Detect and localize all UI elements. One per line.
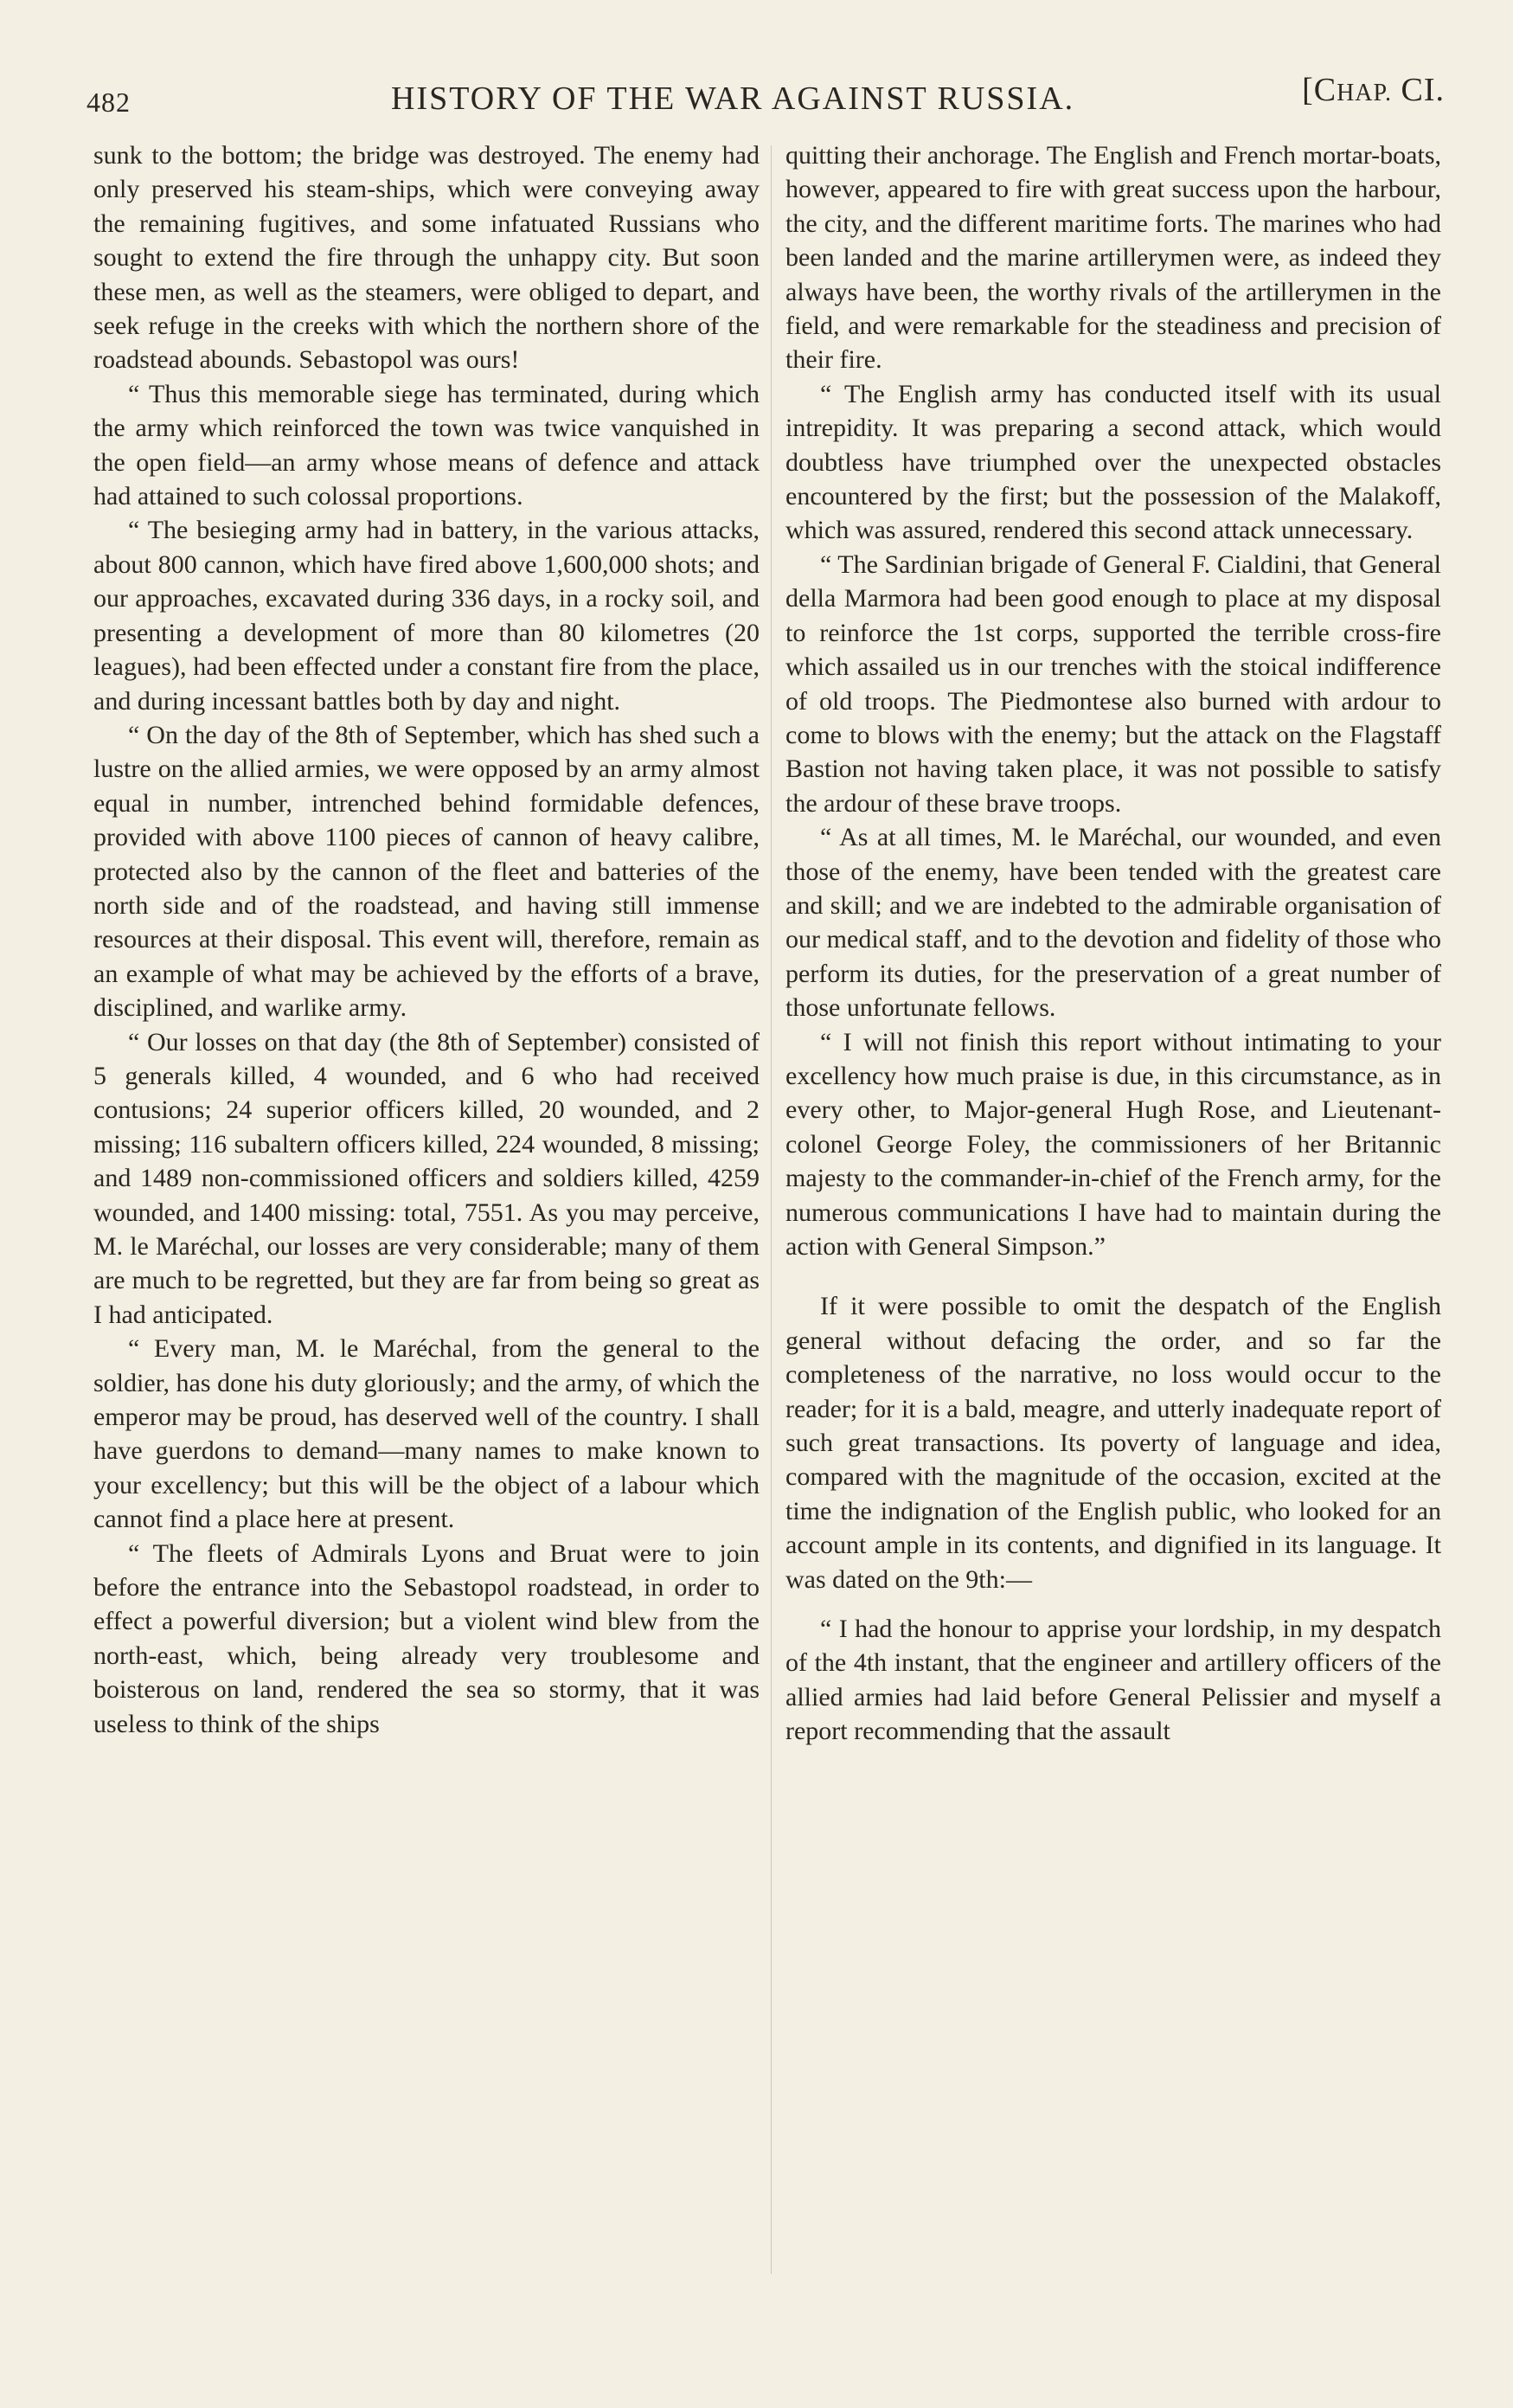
paragraph: “ I will not finish this report without intimating to your excellency how much praise is due, in this circumstance, as in every other, to Major-general Hugh Rose, and Lieutenant-colonel George Foley, the commissioners of her Britannic majesty to the commander-in-chief of the French army, for the numerous communications I have had to maintain during the action with General Simpson.” (785, 1027, 1441, 1261)
chapter-small: HAP. (1337, 80, 1392, 106)
chapter-number: CI. (1392, 72, 1445, 108)
column-divider (771, 145, 772, 2274)
running-title: HISTORY OF THE WAR AGAINST RUSSIA. (391, 80, 1075, 117)
left-column (93, 138, 760, 1741)
page-header (87, 71, 1445, 123)
paragraph: “ Thus this memorable siege has terminated, during which the army which reinforced the town was twice vanquished in the open field—an army whose means of defence and attack had attained to such colossal proportions. (93, 379, 760, 511)
paragraph: “ As at all times, M. le Maréchal, our wounded, and even those of the enemy, have been tended with the greatest care and skill; and we are indebted to the admirable organisation of our medical staff, and to the devotion and fidelity of those who perform its duties, for the preservation of a great number of those unfortunate fellows. (785, 823, 1441, 1023)
paragraph: If it were possible to omit the despatch of the English general without defacing the order, and so far the completeness of the narrative, no loss would occur to the reader; for it is a bald, meagre, and utterly inadequate report of such great transactions. Its poverty of language and idea, compared with the magnitude of the occasion, excited at the time the indignation of the English public, who looked for an account ample in its contents, and dignified in its language. It was dated on the 9th:— (785, 1292, 1441, 1594)
paragraph: “ I had the honour to apprise your lordship, in my despatch of the 4th instant, that the engineer and artillery officers of the allied armies had laid before General Pelissier and myself a report recommending that the assault (785, 1615, 1441, 1746)
page-number: 482 (87, 87, 131, 118)
paragraph: “ Every man, M. le Maréchal, from the general to the soldier, has done his duty gloriously; and the army, of which the emperor may be proud, has deserved well of the country. I shall have guerdons to demand—many names to make known to your excellency; but this will be the object of a labour which cannot find a place here at present. (93, 1334, 760, 1534)
paragraph: quitting their anchorage. The English and French mortar-boats, however, appeared to fire with great success upon the harbour, the city, and the different maritime forts. The marines who had been landed and the marine artillerymen were, as indeed they always have been, the worthy rivals of the artillerymen in the field, and were remarkable for the steadiness and precision of their fire. (785, 141, 1441, 375)
paragraph: “ Our losses on that day (the 8th of September) consisted of 5 generals killed, 4 wounded, and 6 who had received contusions; 24 superior officers killed, 20 wounded, and 2 missing; 116 subaltern officers killed, 224 wounded, 8 missing; and 1489 non-commissioned officers and soldiers killed, 4259 wounded, and 1400 missing: total, 7551. As you may perceive, M. le Maréchal, our losses are very considerable; many of them are much to be regretted, but they are far from being so great as I had anticipated. (93, 1027, 760, 1329)
right-column (785, 138, 1441, 1749)
paragraph: “ On the day of the 8th of September, which has shed such a lustre on the allied armies, we were opposed by an army almost equal in number, intrenched behind formidable defences, provided with above 1100 pieces of cannon of heavy calibre, protected also by the cannon of the fleet and batteries of the north side and of the roadstead, and having still immense resources at their disposal. This event will, therefore, remain as an example of what may be achieved by the efforts of a brave, disciplined, and warlike army. (93, 720, 760, 1023)
paragraph: “ The Sardinian brigade of General F. Cialdini, that General della Marmora had been good enough to place at my disposal to reinforce the 1st corps, supported the terrible cross-fire which assailed us in our trenches with the stoical indifference of old troops. The Piedmontese also burned with ardour to come to blows with the enemy; but the attack on the Flagstaff Bastion not having taken place, it was not possible to satisfy the ardour of these brave troops. (785, 549, 1441, 818)
chapter-open: [C (1302, 72, 1337, 108)
paragraph: “ The besieging army had in battery, in the various attacks, about 800 cannon, which have fired above 1,600,000 shots; and our approaches, excavated during 336 days, in a rocky soil, and presenting a development of more than 80 kilometres (20 leagues), had been effected under a constant fire from the place, and during incessant battles both by day and night. (93, 516, 760, 716)
paragraph: sunk to the bottom; the bridge was destroyed. The enemy had only preserved his steam-ships, which were conveying away the remaining fugitives, and some infatuated Russians who sought to extend the fire through the unhappy city. But soon these men, as well as the steamers, were obliged to depart, and seek refuge in the creeks with which the northern shore of the roadstead abounds. Sebastopol was ours! (93, 141, 760, 375)
chapter-marker (1302, 71, 1445, 109)
paragraph: “ The English army has conducted itself with its usual intrepidity. It was preparing a second attack, which would doubtless have triumphed over the unexpected obstacles encountered by the first; but the possession of the Malakoff, which was assured, rendered this second attack unnecessary. (785, 379, 1441, 545)
paragraph: “ The fleets of Admirals Lyons and Bruat were to join before the entrance into the Sebastopol roadstead, in order to effect a powerful diversion; but a violent wind blew from the north-east, which, being already very troublesome and boisterous on land, rendered the sea so stormy, that it was useless to think of the ships (93, 1538, 760, 1738)
